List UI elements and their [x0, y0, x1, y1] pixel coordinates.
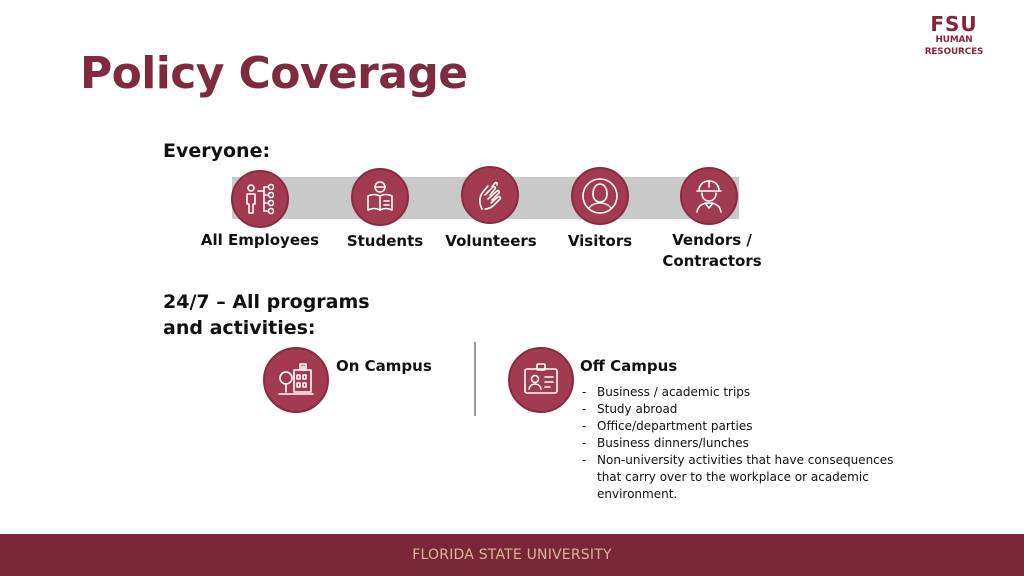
- label-vendors-line2: Contractors: [662, 252, 762, 270]
- label-students: Students: [346, 232, 424, 250]
- label-vendors-line1: Vendors /: [672, 231, 752, 249]
- footer-bar: [0, 534, 1024, 576]
- off-campus-label: Off Campus: [580, 357, 678, 375]
- list-item: - Study abroad: [580, 401, 910, 418]
- footer-text: FLORIDA STATE UNIVERSITY: [412, 547, 612, 563]
- list-item: - Office/department parties: [580, 418, 910, 435]
- label-volunteers: Volunteers: [445, 232, 537, 250]
- logo-subtitle: HUMAN RESOURCES: [924, 35, 984, 57]
- list-item: - Business / academic trips: [580, 384, 910, 401]
- student-reading-icon: [351, 168, 409, 226]
- page-title: Policy Coverage: [80, 48, 468, 99]
- scope-heading: [163, 289, 370, 341]
- label-vendors-contractors: [650, 230, 774, 272]
- label-all-employees: All Employees: [200, 231, 320, 249]
- visitor-person-icon: [571, 167, 629, 225]
- label-visitors: Visitors: [567, 232, 633, 250]
- org-chart-person-icon: [231, 170, 289, 228]
- list-item: - Business dinners/lunches: [580, 435, 910, 452]
- list-item: - Non-university activities that have consequences that carry over to the workplace or academic environment.: [580, 452, 910, 503]
- id-badge-icon: [508, 347, 574, 413]
- section-divider: [474, 342, 476, 416]
- fsu-hr-logo: [906, 14, 1002, 58]
- hard-hat-worker-icon: [680, 167, 738, 225]
- on-campus-label: On Campus: [336, 357, 432, 375]
- everyone-heading: Everyone:: [163, 140, 271, 162]
- helping-hands-icon: [461, 166, 519, 224]
- campus-buildings-icon: [263, 347, 329, 413]
- scope-heading-line1: 24/7 – All programs: [163, 291, 370, 313]
- off-campus-list: [580, 384, 910, 503]
- scope-heading-line2: and activities:: [163, 317, 316, 339]
- logo-mark: FSU: [930, 12, 978, 36]
